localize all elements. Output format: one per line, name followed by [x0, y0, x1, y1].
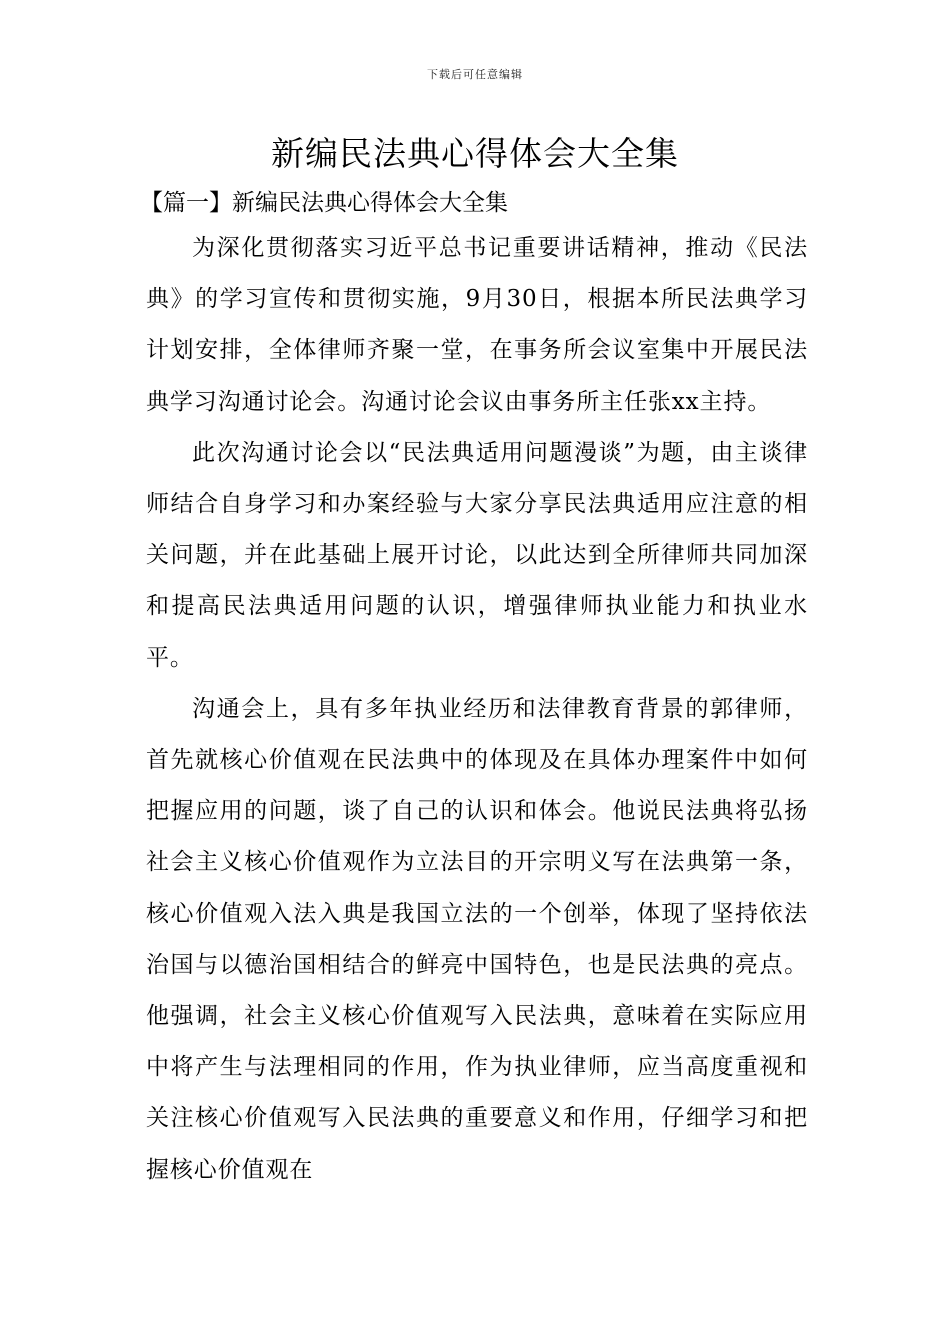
- body-text: [146, 223, 808, 1196]
- paragraph-3: 沟通会上，具有多年执业经历和法律教育背景的郭律师，首先就核心价值观在民法典中的体现及在具体办理案件中如何把握应用的问题，谈了自己的认识和体会。他说民法典将弘扬社会主义核心价值观作为立法目的开宗明义写在法典第一条，核心价值观入法入典是我国立法的一个创举，体现了坚持依法治国与以德治国相结合的鲜亮中国特色，也是民法典的亮点。他强调，社会主义核心价值观写入民法典，意味着在实际应用中将产生与法理相同的作用，作为执业律师，应当高度重视和关注核心价值观写入民法典的重要意义和作用，仔细学习和把握核心价值观在: [146, 695, 808, 1183]
- paragraph-2: 此次沟通讨论会以“民法典适用问题漫谈”为题，由主谈律师结合自身学习和办案经验与大家分享民法典适用应注意的相关问题，并在此基础上展开讨论，以此达到全所律师共同加深和提高民法典适用问题的认识，增强律师执业能力和执业水平。: [146, 439, 808, 671]
- header-note: 下载后可任意编辑: [427, 68, 523, 81]
- paragraph-1: 为深化贯彻落实习近平总书记重要讲话精神，推动《民法典》的学习宣传和贯彻实施，9月30日，根据本所民法典学习计划安排，全体律师齐聚一堂，在事务所会议室集中开展民法典学习沟通讨论会。沟通讨论会议由事务所主任张xx主持。: [146, 235, 808, 415]
- document-title: 新编民法典心得体会大全集: [271, 134, 679, 173]
- section-heading: 【篇一】新编民法典心得体会大全集: [140, 190, 508, 216]
